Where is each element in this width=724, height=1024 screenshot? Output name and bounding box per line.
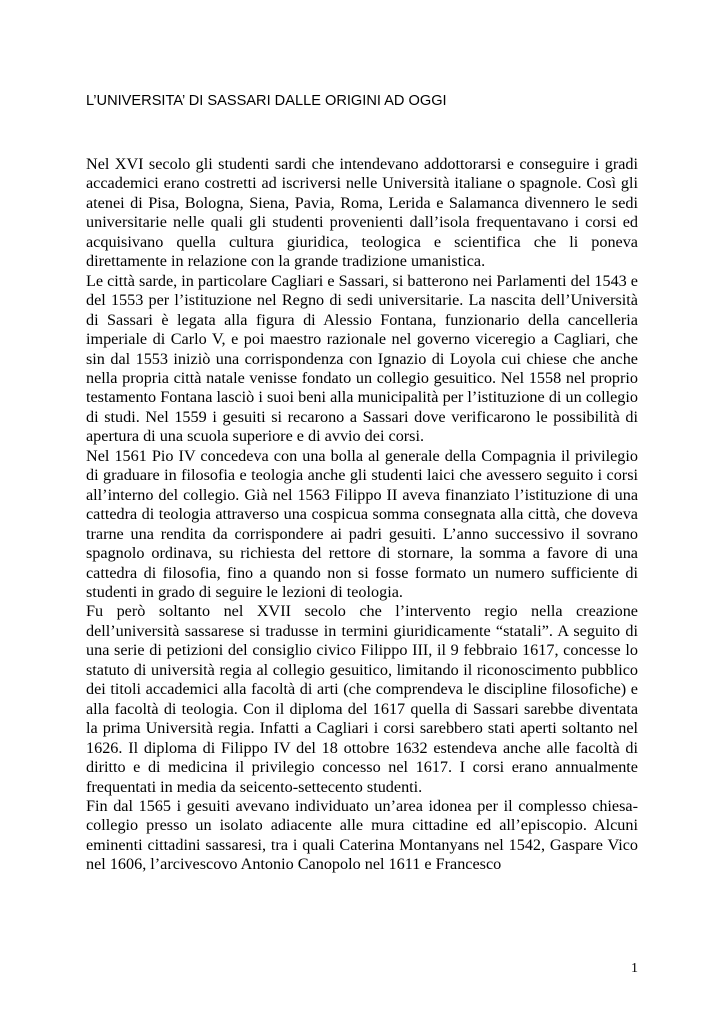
document-title: L’UNIVERSITA’ DI SASSARI DALLE ORIGINI AD OGGI (86, 93, 447, 109)
paragraph: Fin dal 1565 i gesuiti avevano individuato un’area idonea per il complesso chiesa-collegio presso un isolato adiacente alle mura cittadine ed all’episcopio. Alcuni eminenti cittadini sassaresi, tra i quali Caterina Montanyans nel 1542, Gaspare Vico nel 1606, l’arcivescovo Antonio Canopolo nel 1611 e Francesco (86, 796, 638, 874)
page-number: 1 (631, 961, 638, 976)
paragraph: Fu però soltanto nel XVII secolo che l’intervento regio nella creazione dell’università sassarese si tradusse in termini giuridicamente “statali”. A seguito di una serie di petizioni del consiglio civico Filippo III, il 9 febbraio 1617, concesse lo statuto di università regia al collegio gesuitico, limitando il riconoscimento pubblico dei titoli accademici alla facoltà di arti (che comprendeva le discipline filosofiche) e alla facoltà di teologia. Con il diploma del 1617 quella di Sassari sarebbe diventata la prima Università regia. Infatti a Cagliari i corsi sarebbero stati aperti soltanto nel 1626. Il diploma di Filippo IV del 18 ottobre 1632 estendeva anche alle facoltà di diritto e di medicina il privilegio concesso nel 1617. I corsi erano annualmente frequentati in media da seicento-settecento studenti. (86, 602, 638, 796)
document-body (86, 155, 638, 875)
paragraph: Le città sarde, in particolare Cagliari e Sassari, si batterono nei Parlamenti del 1543 e del 1553 per l’istituzione nel Regno di sedi universitarie. La nascita dell’Università di Sassari è legata alla figura di Alessio Fontana, funzionario della cancelleria imperiale di Carlo V, e poi maestro razionale nel governo viceregio a Cagliari, che sin dal 1553 iniziò una corrispondenza con Ignazio di Loyola cui chiese che anche nella propria città natale venisse fondato un collegio gesuitico. Nel 1558 nel proprio testamento Fontana lasciò i suoi beni alla municipalità per l’istituzione di un collegio di studi. Nel 1559 i gesuiti si recarono a Sassari dove verificarono le possibilità di apertura di una scuola superiore e di avvio dei corsi. (86, 271, 638, 446)
paragraph: Nel XVI secolo gli studenti sardi che intendevano addottorarsi e conseguire i gradi accademici erano costretti ad iscriversi nelle Università italiane o spagnole. Così gli atenei di Pisa, Bologna, Siena, Pavia, Roma, Lerida e Salamanca divennero le sedi universitarie nelle quali gli studenti provenienti dall’isola frequentavano i corsi ed acquisivano quella cultura giuridica, teologica e scientifica che li poneva direttamente in relazione con la grande tradizione umanistica. (86, 155, 638, 271)
paragraph: Nel 1561 Pio IV concedeva con una bolla al generale della Compagnia il privilegio di graduare in filosofia e teologia anche gli studenti laici che avessero seguito i corsi all’interno del collegio. Già nel 1563 Filippo II aveva finanziato l’istituzione di una cattedra di teologia attraverso una cospicua somma consegnata alla città, che doveva trarne una rendita da corrispondere ai padri gesuiti. L’anno successivo il sovrano spagnolo ordinava, su richiesta del rettore di stornare, la somma a favore di una cattedra di filosofia, fino a quando non si fosse formato un numero sufficiente di studenti in grado di seguire le lezioni di teologia. (86, 446, 638, 601)
